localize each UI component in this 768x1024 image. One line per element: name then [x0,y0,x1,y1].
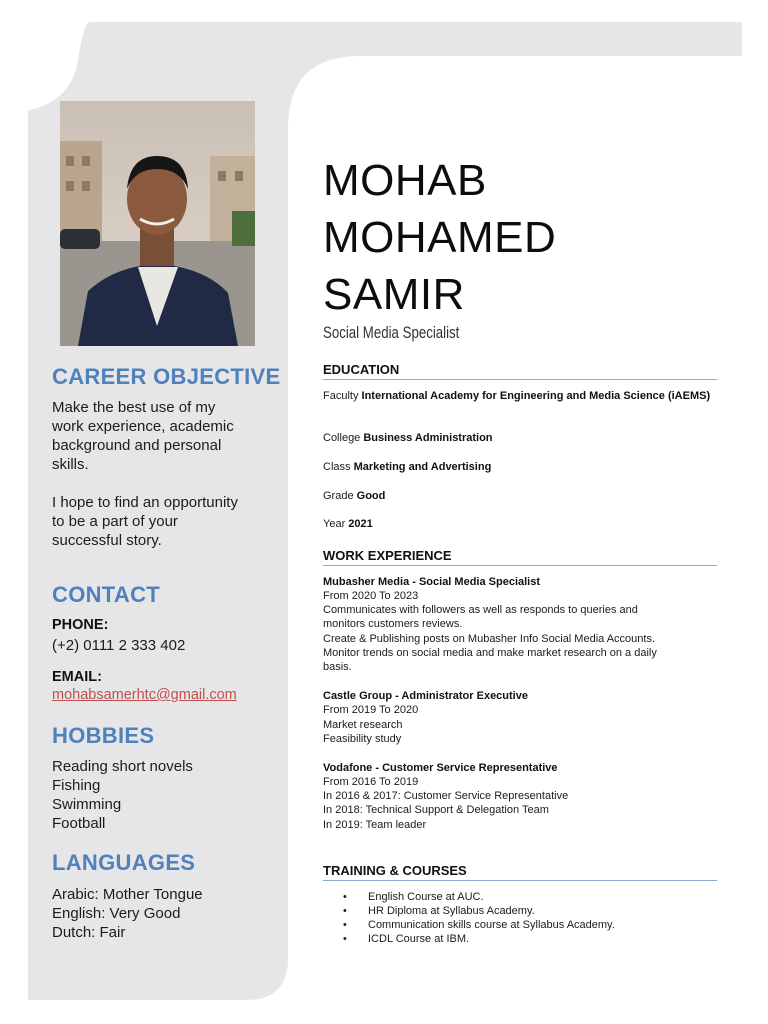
training-item-text: English Course at AUC. [368,891,484,903]
name-line: SAMIR [323,270,465,319]
language-item: Dutch: Fair [52,924,126,941]
language-item: English: Very Good [52,905,181,922]
education-value: 2021 [348,518,373,530]
job-line: Communicates with followers as well as responds to queries and [323,604,638,616]
education-row [323,460,713,474]
career-line: to be a part of your [52,513,178,530]
profile-photo [60,101,255,346]
training-item-text: Communication skills course at Syllabus Academy. [368,919,615,931]
job-line: monitors customers reviews. [323,618,463,630]
education-value: Good [356,490,386,502]
education-label: College [323,432,364,444]
training-item [345,932,469,946]
name-line: MOHAMED [323,213,557,262]
work-experience-heading: WORK EXPERIENCE [323,548,717,566]
training-item [345,904,535,918]
education-value: International Academy for Engineering and Media Science (iAEMS) [361,390,711,402]
job-line: Create & Publishing posts on Mubasher Info Social Media Accounts. [323,633,656,645]
job-line: Feasibility study [323,733,402,745]
hobby-item: Reading short novels [52,758,193,775]
career-line: background and personal [52,437,222,454]
job-title-line [323,575,713,589]
education-row [323,489,713,503]
education-value: Marketing and Advertising [353,461,492,473]
education-label: Grade [323,490,357,502]
full-name [323,152,556,323]
career-line: Make the best use of my [52,399,216,416]
career-line: skills. [52,456,89,473]
job-title-line [323,689,713,703]
job-heading: Castle Group - Administrator Executive [323,690,528,702]
education-heading: EDUCATION [323,362,717,380]
training-item-text: HR Diploma at Syllabus Academy. [368,905,535,917]
education-value: Business Administration [363,432,493,444]
phone-label: PHONE: [52,617,109,633]
hobby-item: Swimming [52,796,122,813]
job-line: From 2020 To 2023 [323,590,419,602]
training-item [345,918,615,932]
education-label: Year [323,518,349,530]
education-row [323,517,713,531]
job-line: Monitor trends on social media and make market research on a daily [323,647,657,659]
job-line: In 2019: Team leader [323,819,427,831]
job-title-line [323,761,713,775]
job-line: Market research [323,719,403,731]
job-line: From 2016 To 2019 [323,776,419,788]
education-label: Class [323,461,354,473]
languages-heading: LANGUAGES [52,850,196,875]
career-objective-heading: CAREER OBJECTIVE [52,364,281,389]
language-item: Arabic: Mother Tongue [52,886,203,903]
education-row [323,431,713,445]
hobby-item: Football [52,815,106,832]
education-row [323,389,713,403]
job-line: basis. [323,661,352,673]
job-line: In 2018: Technical Support & Delegation Team [323,804,549,816]
job-line: In 2016 & 2017: Customer Service Representative [323,790,569,802]
training-item-text: ICDL Course at IBM. [368,933,470,945]
email-label: EMAIL: [52,669,102,685]
hobbies-heading: HOBBIES [52,723,155,748]
hobby-item: Fishing [52,777,101,794]
job-heading: Vodafone - Customer Service Representative [323,762,558,774]
job-line: From 2019 To 2020 [323,704,419,716]
contact-heading: CONTACT [52,582,161,607]
career-line: I hope to find an opportunity [52,494,238,511]
name-line: MOHAB [323,156,487,205]
training-item [345,890,484,904]
email-link[interactable]: mohabsamerhtc@gmail.com [52,687,237,703]
phone-value: (+2) 0111 2 333 402 [52,637,186,654]
job-heading: Mubasher Media - Social Media Specialist [323,576,541,588]
career-line: work experience, academic [52,418,234,435]
education-label: Faculty [323,390,362,402]
job-title: Social Media Specialist [323,323,460,342]
training-heading: TRAINING & COURSES [323,863,717,881]
career-line: successful story. [52,532,162,549]
